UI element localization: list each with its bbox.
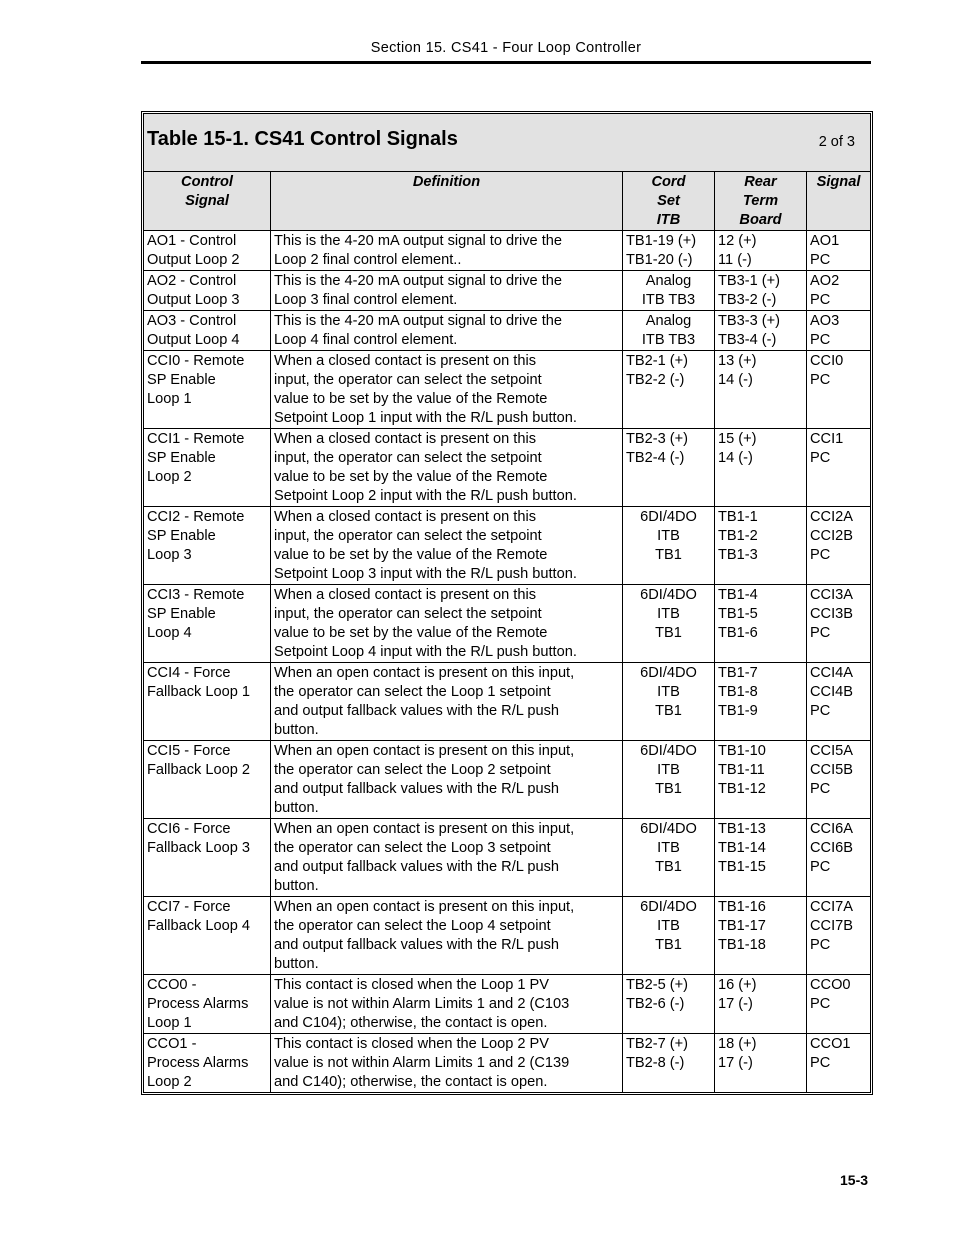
header-cord-set-itb: Cord Set ITB <box>623 172 715 231</box>
cell-rear-term-board: TB1-13 TB1-14 TB1-15 <box>715 819 807 897</box>
cell-control-signal: AO3 - Control Output Loop 4 <box>144 311 271 351</box>
cell-signal: CCO0 PC <box>807 975 871 1034</box>
cell-signal: AO3 PC <box>807 311 871 351</box>
cell-control-signal: CCI3 - Remote SP Enable Loop 4 <box>144 585 271 663</box>
cell-cord-set-itb: TB2-1 (+) TB2-2 (-) <box>623 351 715 429</box>
cell-rear-term-board: 18 (+) 17 (-) <box>715 1034 807 1093</box>
table-row <box>144 585 871 663</box>
cell-rear-term-board: TB3-1 (+) TB3-2 (-) <box>715 271 807 311</box>
cell-control-signal: AO2 - Control Output Loop 3 <box>144 271 271 311</box>
table-page-indicator: 2 of 3 <box>818 134 855 150</box>
cell-rear-term-board: TB1-10 TB1-11 TB1-12 <box>715 741 807 819</box>
cell-cord-set-itb: 6DI/4DO ITB TB1 <box>623 663 715 741</box>
table-body <box>144 231 871 1093</box>
cell-signal: CCI3A CCI3B PC <box>807 585 871 663</box>
cell-signal: CCI6A CCI6B PC <box>807 819 871 897</box>
header-signal: Signal <box>807 172 871 231</box>
cell-definition: This contact is closed when the Loop 2 PV value is not within Alarm Limits 1 and 2 (C139 and C140); otherwise, the contact is open. <box>271 1034 623 1093</box>
cell-definition: When a closed contact is present on this input, the operator can select the setpoint value to be set by the value of the Remote Setpoint Loop 2 input with the R/L push button. <box>271 429 623 507</box>
cell-definition: This contact is closed when the Loop 1 PV value is not within Alarm Limits 1 and 2 (C103 and C104); otherwise, the contact is open. <box>271 975 623 1034</box>
header-control-signal: Control Signal <box>144 172 271 231</box>
cell-cord-set-itb: TB2-7 (+) TB2-8 (-) <box>623 1034 715 1093</box>
cell-control-signal: CCI6 - Force Fallback Loop 3 <box>144 819 271 897</box>
table-row <box>144 897 871 975</box>
cell-rear-term-board: TB1-4 TB1-5 TB1-6 <box>715 585 807 663</box>
cell-signal: CCI4A CCI4B PC <box>807 663 871 741</box>
control-signals-table <box>143 113 871 1093</box>
cell-signal: AO1 PC <box>807 231 871 271</box>
cell-control-signal: CCI5 - Force Fallback Loop 2 <box>144 741 271 819</box>
cell-control-signal: CCI4 - Force Fallback Loop 1 <box>144 663 271 741</box>
cell-signal: CCO1 PC <box>807 1034 871 1093</box>
cell-rear-term-board: TB1-7 TB1-8 TB1-9 <box>715 663 807 741</box>
table-row <box>144 311 871 351</box>
cell-control-signal: AO1 - Control Output Loop 2 <box>144 231 271 271</box>
cell-rear-term-board: TB1-1 TB1-2 TB1-3 <box>715 507 807 585</box>
cell-control-signal: CCI2 - Remote SP Enable Loop 3 <box>144 507 271 585</box>
cell-definition: When a closed contact is present on this input, the operator can select the setpoint value to be set by the value of the Remote Setpoint Loop 4 input with the R/L push button. <box>271 585 623 663</box>
cell-cord-set-itb: Analog ITB TB3 <box>623 311 715 351</box>
cell-definition: When a closed contact is present on this input, the operator can select the setpoint value to be set by the value of the Remote Setpoint Loop 1 input with the R/L push button. <box>271 351 623 429</box>
cell-signal: CCI0 PC <box>807 351 871 429</box>
table-row <box>144 741 871 819</box>
table-header-row <box>144 172 871 231</box>
table-row <box>144 975 871 1034</box>
cell-rear-term-board: TB1-16 TB1-17 TB1-18 <box>715 897 807 975</box>
header-definition: Definition <box>271 172 623 231</box>
cell-cord-set-itb: Analog ITB TB3 <box>623 271 715 311</box>
cell-definition: This is the 4-20 mA output signal to drive the Loop 3 final control element. <box>271 271 623 311</box>
cell-signal: CCI5A CCI5B PC <box>807 741 871 819</box>
cell-definition: When a closed contact is present on this input, the operator can select the setpoint value to be set by the value of the Remote Setpoint Loop 3 input with the R/L push button. <box>271 507 623 585</box>
table-title: Table 15-1. CS41 Control Signals <box>147 128 458 150</box>
cell-rear-term-board: 12 (+) 11 (-) <box>715 231 807 271</box>
cell-cord-set-itb: 6DI/4DO ITB TB1 <box>623 507 715 585</box>
table-title-row <box>144 114 871 172</box>
table-row <box>144 351 871 429</box>
cell-rear-term-board: 13 (+) 14 (-) <box>715 351 807 429</box>
cell-rear-term-board: TB3-3 (+) TB3-4 (-) <box>715 311 807 351</box>
cell-definition: When an open contact is present on this input, the operator can select the Loop 3 setpoint and output fallback values with the R/L push button. <box>271 819 623 897</box>
cell-control-signal: CCI1 - Remote SP Enable Loop 2 <box>144 429 271 507</box>
table-title-cell <box>144 114 871 172</box>
table-row <box>144 663 871 741</box>
cell-cord-set-itb: 6DI/4DO ITB TB1 <box>623 585 715 663</box>
cell-control-signal: CCI0 - Remote SP Enable Loop 1 <box>144 351 271 429</box>
control-signals-table-frame <box>141 111 873 1095</box>
header-rear-term-board: Rear Term Board <box>715 172 807 231</box>
cell-cord-set-itb: 6DI/4DO ITB TB1 <box>623 897 715 975</box>
cell-signal: CCI2A CCI2B PC <box>807 507 871 585</box>
table-row <box>144 507 871 585</box>
cell-signal: CCI1 PC <box>807 429 871 507</box>
cell-rear-term-board: 15 (+) 14 (-) <box>715 429 807 507</box>
table-row <box>144 819 871 897</box>
cell-rear-term-board: 16 (+) 17 (-) <box>715 975 807 1034</box>
cell-cord-set-itb: TB2-5 (+) TB2-6 (-) <box>623 975 715 1034</box>
cell-definition: When an open contact is present on this input, the operator can select the Loop 1 setpoint and output fallback values with the R/L push button. <box>271 663 623 741</box>
cell-cord-set-itb: TB2-3 (+) TB2-4 (-) <box>623 429 715 507</box>
cell-definition: When an open contact is present on this input, the operator can select the Loop 4 setpoint and output fallback values with the R/L push button. <box>271 897 623 975</box>
cell-cord-set-itb: 6DI/4DO ITB TB1 <box>623 741 715 819</box>
cell-control-signal: CCI7 - Force Fallback Loop 4 <box>144 897 271 975</box>
cell-signal: AO2 PC <box>807 271 871 311</box>
cell-control-signal: CCO1 - Process Alarms Loop 2 <box>144 1034 271 1093</box>
cell-definition: When an open contact is present on this input, the operator can select the Loop 2 setpoint and output fallback values with the R/L push button. <box>271 741 623 819</box>
cell-signal: CCI7A CCI7B PC <box>807 897 871 975</box>
page-number: 15-3 <box>840 1172 869 1188</box>
cell-cord-set-itb: 6DI/4DO ITB TB1 <box>623 819 715 897</box>
cell-definition: This is the 4-20 mA output signal to drive the Loop 4 final control element. <box>271 311 623 351</box>
table-row <box>144 1034 871 1093</box>
cell-definition: This is the 4-20 mA output signal to drive the Loop 2 final control element.. <box>271 231 623 271</box>
cell-control-signal: CCO0 - Process Alarms Loop 1 <box>144 975 271 1034</box>
table-row <box>144 231 871 271</box>
cell-cord-set-itb: TB1-19 (+) TB1-20 (-) <box>623 231 715 271</box>
table-row <box>144 429 871 507</box>
table-row <box>144 271 871 311</box>
header-rule <box>141 61 871 64</box>
page-header: Section 15. CS41 - Four Loop Controller <box>370 40 642 56</box>
